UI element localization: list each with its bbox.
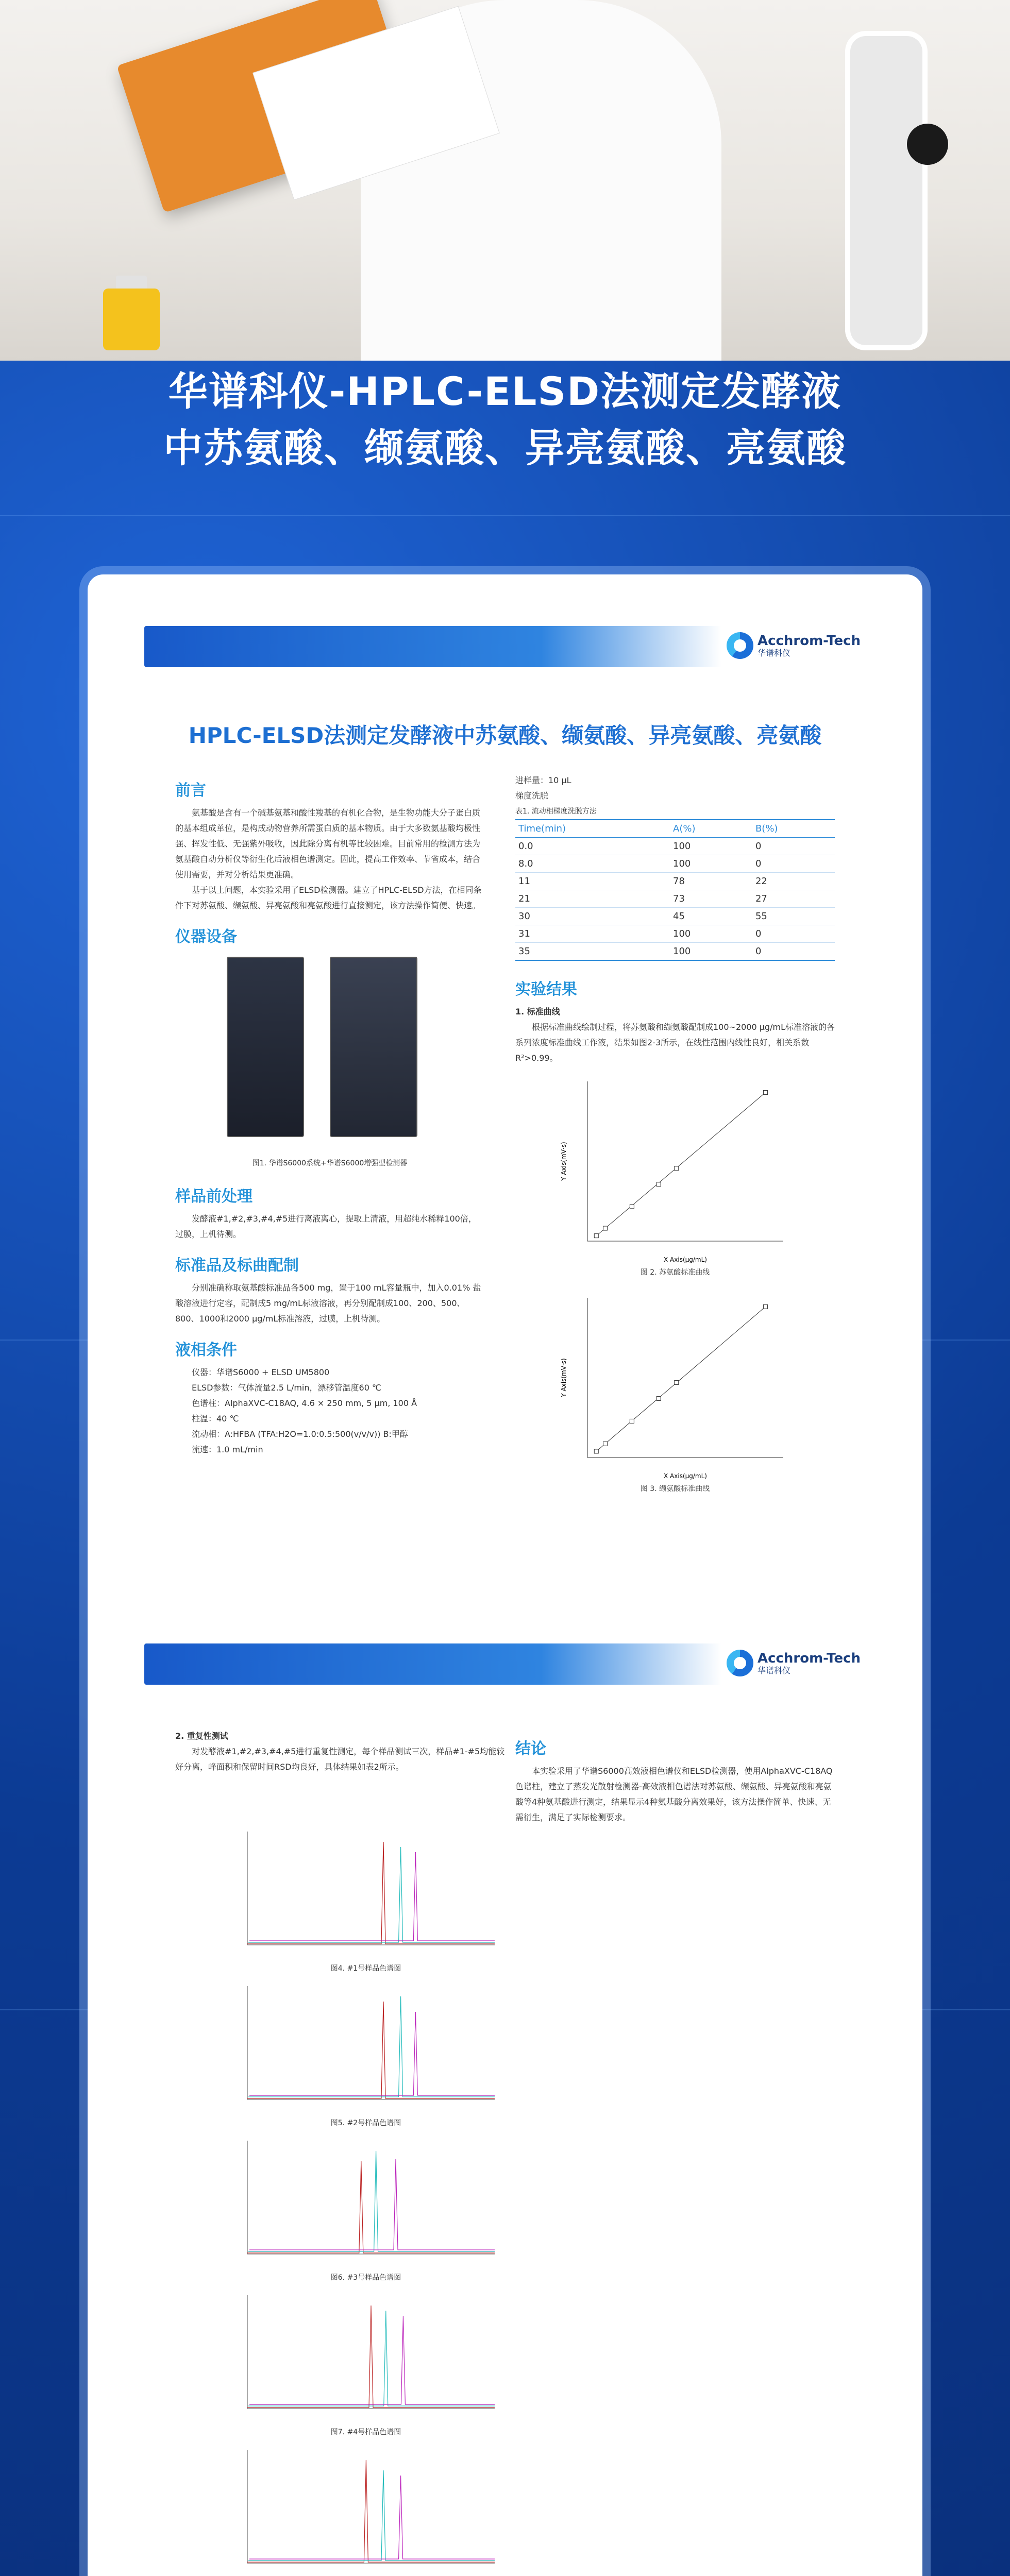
cell: 22 bbox=[752, 873, 835, 890]
chromatogram-trace bbox=[249, 2159, 495, 2250]
results-text: 根据标准曲线绘制过程，将苏氨酸和缬氨酸配制成100~2000 μg/mL标准溶液的各系列浓度标准曲线工作液，结果如图2-3所示，在线性范围内线性良好，相关系数R²>0.99。 bbox=[515, 1022, 835, 1063]
left-column-2 bbox=[175, 1728, 505, 1775]
calibration-chart-2 bbox=[557, 1287, 794, 1483]
chromatogram-trace bbox=[247, 2460, 495, 2562]
repeat-text: 对发酵液#1,#2,#3,#4,#5进行重复性测定，每个样品测试三次，样品#1-#5均能较好分离，峰面积和保留时间RSD均良好，具体结果如表2所示。 bbox=[175, 1747, 505, 1772]
instrument-figure bbox=[175, 952, 484, 1158]
data-point bbox=[763, 1304, 767, 1309]
brand-cn: 华谱科仪 bbox=[757, 648, 790, 658]
cell: 100 bbox=[670, 838, 752, 855]
cell: 21 bbox=[515, 890, 670, 908]
hero-image bbox=[0, 0, 1010, 361]
data-point bbox=[675, 1166, 679, 1171]
microscope-shape bbox=[845, 31, 928, 350]
left-column-1 bbox=[175, 770, 484, 1458]
table-row bbox=[515, 925, 835, 943]
lc-cond-item: ELSD参数：气体流量2.5 L/min，漂移管温度60 ℃ bbox=[192, 1383, 381, 1393]
chromatogram-trace bbox=[247, 2161, 495, 2253]
gradient-header: B(%) bbox=[752, 820, 835, 838]
data-point bbox=[656, 1182, 661, 1187]
cell: 100 bbox=[670, 925, 752, 943]
chromatogram-trace bbox=[247, 2306, 495, 2408]
cell: 73 bbox=[670, 890, 752, 908]
brand-logo-icon bbox=[727, 1650, 753, 1676]
gradient-caption: 表1. 流动相梯度洗脱方法 bbox=[515, 807, 597, 816]
chart-axis bbox=[587, 1081, 783, 1241]
cell: 0 bbox=[752, 925, 835, 943]
data-point bbox=[594, 1234, 598, 1238]
repeat-heading: 2. 重复性测试 bbox=[175, 1731, 228, 1741]
section-header-bar bbox=[144, 1643, 866, 1685]
results-heading: 实验结果 bbox=[515, 980, 577, 998]
calibration-chart-1 bbox=[557, 1071, 794, 1267]
conclusion-heading: 结论 bbox=[515, 1740, 546, 1758]
chromatogram-caption: 图7. #4号样品色谱图 bbox=[330, 2428, 401, 2436]
results-sub1: 1. 标准曲线 bbox=[515, 1007, 560, 1016]
cell: 0 bbox=[752, 838, 835, 855]
content-card bbox=[88, 574, 922, 2576]
right-column-2 bbox=[515, 1728, 835, 1825]
x-axis-label: X Axis(μg/mL) bbox=[664, 1256, 707, 1263]
table-row bbox=[515, 890, 835, 908]
chromatogram-chart bbox=[232, 2290, 500, 2424]
lc-cond-item: 流速：1.0 mL/min bbox=[192, 1445, 263, 1454]
instrument-heading: 仪器设备 bbox=[175, 928, 237, 946]
chromatogram-chart bbox=[232, 1826, 500, 1960]
data-point bbox=[603, 1442, 608, 1446]
table-row bbox=[515, 943, 835, 961]
hplc-system-image bbox=[227, 957, 304, 1137]
chromatogram-caption: 图4. #1号样品色谱图 bbox=[330, 1964, 401, 1973]
fig2-caption: 图 2. 苏氨酸标准曲线 bbox=[640, 1268, 710, 1277]
cell: 100 bbox=[670, 855, 752, 873]
chromatogram-axis bbox=[247, 1986, 495, 2099]
right-column-1 bbox=[515, 773, 835, 1494]
cell: 45 bbox=[670, 908, 752, 925]
data-point bbox=[675, 1380, 679, 1384]
data-point bbox=[630, 1205, 634, 1209]
gradient-pre-1: 进样量：10 μL bbox=[515, 775, 571, 785]
chromatogram-trace bbox=[247, 1842, 495, 1944]
microscope-knob-shape bbox=[907, 124, 948, 165]
gradient-pre-2: 梯度洗脱 bbox=[515, 791, 549, 801]
x-axis-label: X Axis(μg/mL) bbox=[664, 1472, 707, 1480]
chromatogram-trace bbox=[249, 1852, 495, 1941]
cell: 0 bbox=[752, 943, 835, 961]
preface-p2: 基于以上问题，本实验采用了ELSD检测器。建立了HPLC-ELSD方法，在相同条件下对苏氨酸、缬氨酸、异亮氨酸和亮氨酸进行直接测定，该方法操作简便、快速。 bbox=[175, 885, 482, 910]
main-title-line1: 华谱科仪-HPLC-ELSD法测定发酵液 bbox=[168, 368, 842, 414]
chromatogram-trace bbox=[248, 2470, 495, 2561]
lc-cond-item: 流动相：A:HFBA (TFA:H2O=1.0:0.5:500(v/v/v)) B:甲醇 bbox=[192, 1429, 408, 1439]
main-title bbox=[0, 363, 1010, 477]
lc-cond-item: 仪器：华谱S6000 + ELSD UM5800 bbox=[192, 1367, 330, 1377]
fit-line bbox=[596, 1307, 765, 1451]
cell: 0.0 bbox=[515, 838, 670, 855]
chromatogram-axis bbox=[247, 2450, 495, 2563]
table-row bbox=[515, 908, 835, 925]
main-title-line2: 中苏氨酸、缬氨酸、异亮氨酸、亮氨酸 bbox=[163, 425, 847, 471]
cell: 27 bbox=[752, 890, 835, 908]
chromatogram-axis bbox=[247, 1832, 495, 1945]
cell: 8.0 bbox=[515, 855, 670, 873]
chromatogram-caption: 图5. #2号样品色谱图 bbox=[330, 2119, 401, 2127]
lc-cond-heading: 液相条件 bbox=[175, 1341, 237, 1359]
brand-logo-icon bbox=[727, 632, 753, 659]
conclusion-text: 本实验采用了华谱S6000高效液相色谱仪和ELSD检测器，使用AlphaXVC-C18AQ色谱柱，建立了蒸发光散射检测器-高效液相色谱法对苏氨酸、缬氨酸、异亮氨酸和亮氨酸等4种氨基酸进行测定，结果显示4种氨基酸分离效果好，该方法操作简单、快速、无需衍生，满足了实际检测要求。 bbox=[515, 1766, 833, 1822]
brand-cn: 华谱科仪 bbox=[757, 1665, 790, 1675]
chromatogram-chart bbox=[232, 2445, 500, 2576]
y-axis-label: Y Axis(mV·s) bbox=[560, 1358, 567, 1397]
gradient-header: Time(min) bbox=[515, 820, 670, 838]
cell: 31 bbox=[515, 925, 670, 943]
chromatogram-trace bbox=[248, 1996, 495, 2097]
preface-heading: 前言 bbox=[175, 782, 206, 800]
cell: 100 bbox=[670, 943, 752, 961]
chromatogram-chart bbox=[232, 1981, 500, 2115]
std-prep-heading: 标准品及标曲配制 bbox=[175, 1257, 299, 1275]
chromatogram-axis bbox=[247, 2141, 495, 2254]
data-point bbox=[603, 1226, 608, 1230]
sample-prep-heading: 样品前处理 bbox=[175, 1188, 252, 1206]
brand-en: Acchrom-Tech bbox=[757, 633, 861, 649]
data-point bbox=[594, 1449, 598, 1453]
doc-title: HPLC-ELSD法测定发酵液中苏氨酸、缬氨酸、异亮氨酸、亮氨酸 bbox=[188, 723, 822, 748]
data-point bbox=[656, 1396, 661, 1400]
data-point bbox=[630, 1419, 634, 1423]
cell: 35 bbox=[515, 943, 670, 961]
gradient-header: A(%) bbox=[670, 820, 752, 838]
cell: 0 bbox=[752, 855, 835, 873]
chromatogram-trace bbox=[249, 2012, 495, 2095]
cell: 11 bbox=[515, 873, 670, 890]
brand-logo bbox=[727, 1650, 861, 1676]
gradient-table bbox=[515, 819, 835, 961]
chromatogram-trace bbox=[248, 1847, 495, 1942]
fig3-caption: 图 3. 缬氨酸标准曲线 bbox=[640, 1485, 710, 1493]
lc-cond-item: 柱温：40 ℃ bbox=[192, 1414, 239, 1423]
table-row bbox=[515, 838, 835, 855]
lc-cond-list bbox=[175, 1365, 484, 1458]
table-row bbox=[515, 873, 835, 890]
cell: 55 bbox=[752, 908, 835, 925]
data-point bbox=[763, 1091, 767, 1095]
cell: 78 bbox=[670, 873, 752, 890]
sample-prep-text: 发酵液#1,#2,#3,#4,#5进行离液离心，提取上清液，用超纯水稀释100倍，过膜，上机待测。 bbox=[175, 1214, 477, 1239]
hplc-system-image-2 bbox=[330, 957, 417, 1137]
chromatogram-trace bbox=[247, 2002, 495, 2098]
chromatogram-chart bbox=[232, 2136, 500, 2269]
section-header-bar bbox=[144, 626, 866, 667]
chromatogram-caption: 图6. #3号样品色谱图 bbox=[330, 2274, 401, 2282]
chromatogram-trace bbox=[249, 2476, 495, 2559]
chromatogram-trace bbox=[248, 2151, 495, 2251]
brand-logo bbox=[727, 632, 861, 659]
cell: 30 bbox=[515, 908, 670, 925]
lc-cond-item: 色谱柱：AlphaXVC-C18AQ, 4.6 × 250 mm, 5 μm, 100 Å bbox=[192, 1398, 417, 1408]
instrument-caption: 图1. 华谱S6000系统+华谱S6000增强型检测器 bbox=[252, 1159, 408, 1167]
table-row bbox=[515, 855, 835, 873]
brand-en: Acchrom-Tech bbox=[757, 1650, 861, 1666]
std-prep-text: 分别准确称取氨基酸标准品各500 mg，置于100 mL容量瓶中，加入0.01% 盐酸溶液进行定容，配制成5 mg/mL标液溶液，再分别配制成100、200、500、800、1000和2000 μg/mL标准溶液，过膜，上机待测。 bbox=[175, 1283, 481, 1324]
reagent-bottle-shape bbox=[103, 289, 160, 350]
preface-p1: 氨基酸是含有一个碱基氨基和酸性羧基的有机化合物，是生物功能大分子蛋白质的基本组成单位，是构成动物营养所需蛋白质的基本物质。由于大多数氨基酸均极性强、挥发性低、无强紫外吸收，因此除分离有机等比较困难。目前常用的检测方法为氨基酸自动分析仪等衍生化后液相色谱测定。因此，提高工作效率、节省成本，结合使用需要，并对分析结果更准确。 bbox=[175, 808, 481, 879]
fit-line bbox=[596, 1093, 765, 1236]
y-axis-label: Y Axis(mV·s) bbox=[560, 1142, 567, 1181]
